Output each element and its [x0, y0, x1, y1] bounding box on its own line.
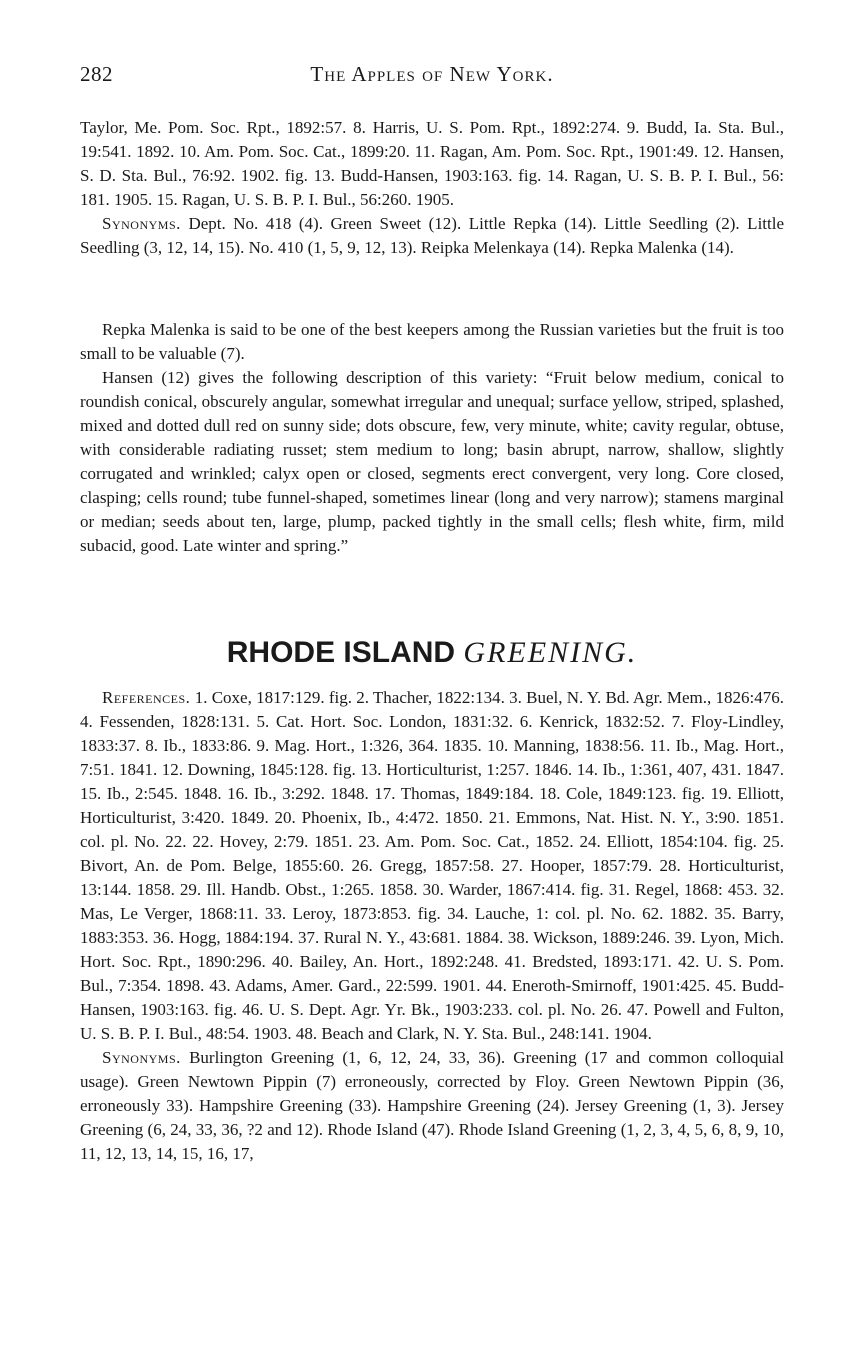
synonyms-text: Burlington Greening (1, 6, 12, 24, 33, 36). Greening (17 and common colloquial usage). Green Newtown Pippin (7) erroneously, corrected by Floy. Green Newtown Pippin (36, erroneously 33). Hampshire Greening (33). Hampshire Greening (24). Jersey Greening (1, 3). Jersey Greening (6, 24, 33, 36, ?2 and 12). Rhode Island (47). Rhode Island Greening (1, 2, 3, 4, 5, 6, 8, 9, 10, 11, 12, 13, 14, 15, 16, 17, — [80, 1048, 784, 1163]
references-text: 1. Coxe, 1817:129. fig. 2. Thacher, 1822:134. 3. Buel, N. Y. Bd. Agr. Mem., 1826:476. 4. Fessenden, 1828:131. 5. Cat. Hort. Soc. London, 1831:32. 6. Kenrick, 1832:52. 7. Floy-Lindley, 1833:37. 8. Ib., 1833:86. 9. Mag. Hort., 1:326, 364. 1835. 10. Manning, 1838:56. 11. Ib., Mag. Hort., 7:51. 1841. 12. Downing, 1845:128. fig. 13. Horticulturist, 1:257. 1846. 14. Ib., 1:361, 407, 431. 1847. 15. Ib., 2:545. 1848. 16. Ib., 3:292. 1848. 17. Thomas, 1849:184. 18. Cole, 1849:123. fig. 19. Elliott, Horticulturist, 3:420. 1849. 20. Phoenix, Ib., 4:472. 1850. 21. Emmons, Nat. Hist. N. Y., 3:90. 1851. col. pl. No. 22. 22. Hovey, 2:79. 1851. 23. Am. Pom. Soc. Cat., 1852. 24. Elliott, 1854:104. fig. 25. Bivort, An. de Pom. Belge, 1855:60. 26. Gregg, 1857:58. 27. Hooper, 1857:79. 28. Horticulturist, 13:144. 1858. 29. Ill. Handb. Obst., 1:265. 1858. 30. Warder, 1867:414. fig. 31. Regel, 1868: 453. 32. Mas, Le Verger, 1868:11. 33. Leroy, 1873:853. fig. 34. Lauche, 1: col. pl. No. 62. 1882. 35. Barry, 1883:353. 36. Hogg, 1884:194. 37. Rural N. Y., 43:681. 1884. 38. Wickson, 1889:246. 39. Lyon, Mich. Hort. Soc. Rpt., 1890:296. 40. Bailey, An. Hort., 1892:248. 41. Bredsted, 1893:171. 42. U. S. Pom. Bul., 7:354. 1898. 43. Adams, Amer. Gard., 22:599. 1901. 44. Eneroth-Smirnoff, 1901:425. 45. Budd-Hansen, 1903:163. fig. 46. U. S. Dept. Agr. Yr. Bk., 1903:233. col. pl. No. 26. 47. Powell and Fulton, U. S. B. P. I. Bul., 48:54. 1903. 48. Beach and Clark, N. Y. Sta. Bul., 248:141. 1904. — [80, 688, 785, 1043]
variety-references-section — [80, 686, 784, 1166]
synonyms-paragraph — [80, 1046, 784, 1166]
previous-synonyms — [80, 212, 784, 260]
description-section — [80, 318, 784, 558]
variety-heading — [80, 636, 784, 670]
variety-alt-name: GREENING. — [463, 636, 638, 669]
page-header — [80, 62, 784, 92]
references-label: References. — [102, 688, 191, 707]
page-number: 282 — [80, 62, 113, 86]
synonyms-text: Dept. No. 418 (4). Green Sweet (12). Little Repka (14). Little Seedling (2). Little Seedling (3, 12, 14, 15). No. 410 (1, 5, 9, 12, 13). Reipka Melenkaya (14). Repka Malenka (14). — [80, 214, 785, 257]
previous-variety-section — [80, 116, 784, 260]
synonyms-label: Synonyms. — [102, 214, 181, 233]
description-paragraph-2: Hansen (12) gives the following description of this variety: “Fruit below medium, conical to roundish conical, obscurely angular, somewhat irregular and unequal; surface yellow, striped, splashed, mixed and dotted dull red on sunny side; dots obscure, few, very minute, white; cavity regular, obtuse, with considerable radiating russet; stem medium to long; basin abrupt, narrow, shallow, slightly corrugated and wrinkled; calyx open or closed, segments erect convergent, very long. Core closed, clasping; cells round; tube funnel-shaped, sometimes linear (long and very narrow); stamens marginal or median; seeds about ten, large, plump, packed tightly in the small cells; flesh white, firm, mild subacid, good. Late winter and spring.” — [80, 368, 784, 555]
running-title: The Apples of New York. — [310, 62, 554, 86]
references-continuation: Taylor, Me. Pom. Soc. Rpt., 1892:57. 8. Harris, U. S. Pom. Rpt., 1892:274. 9. Budd, Ia. Sta. Bul., 19:541. 1892. 10. Am. Pom. Soc. Cat., 1899:20. 11. Ragan, Am. Pom. Soc. Rpt., 1901:49. 12. Hansen, S. D. Sta. Bul., 76:92. 1902. fig. 13. Budd-Hansen, 1903:163. fig. 14. Ragan, U. S. B. P. I. Bul., 56: 181. 1905. 15. Ragan, U. S. B. P. I. Bul., 56:260. 1905. — [80, 118, 784, 209]
synonyms-label: Synonyms. — [102, 1048, 181, 1067]
references-paragraph — [80, 686, 784, 1046]
description-paragraph-1: Repka Malenka is said to be one of the best keepers among the Russian varieties but the fruit is too small to be valuable (7). — [80, 320, 784, 363]
variety-name: RHODE ISLAND — [226, 636, 456, 669]
